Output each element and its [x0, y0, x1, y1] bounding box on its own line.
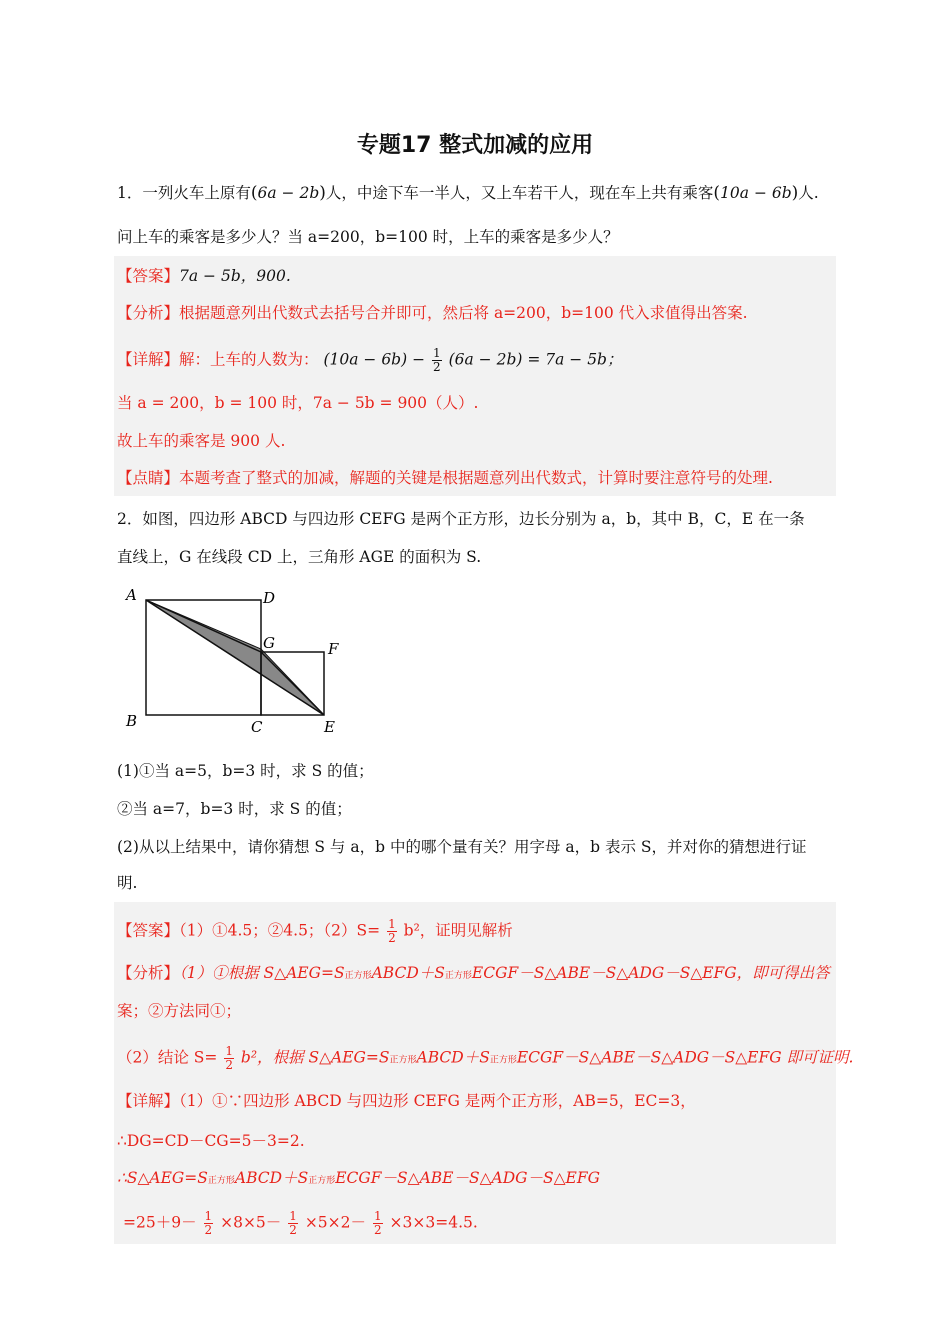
segment-ge: [261, 652, 324, 715]
label-e: E: [324, 718, 335, 736]
q2-part2a: (2)从以上结果中，请你猜想 S 与 a，b 中的哪个量有关？用字母 a，b 表示 S，并对你的猜想进行证: [117, 838, 807, 856]
q1-line1: 1．一列火车上原有(6a − 2b)人，中途下车一半人，又上车若干人，现在车上共有乘客(10a − 6b)人.: [117, 183, 819, 203]
label-f: F: [328, 640, 339, 658]
label-a: A: [126, 586, 137, 604]
fraction-half: $\frac{1}{2}$: [433, 346, 441, 374]
a2-answer: 【答案】（1）①4.5；②4.5；（2）S= $\frac{1}{2}$ b²，证明见解析: [117, 917, 513, 945]
label-g: G: [263, 634, 275, 652]
q2-part1a: (1)①当 a=5，b=3 时，求 S 的值；: [117, 762, 374, 780]
a1-analysis: 【分析】根据题意列出代数式去括号合并即可，然后将 a=200，b=100 代入求值得出答案.: [117, 304, 748, 322]
fraction-half: $\frac{1}{2}$: [373, 1209, 382, 1237]
fraction-half: $\frac{1}{2}$: [204, 1209, 213, 1237]
fraction-half: $\frac{1}{2}$: [388, 917, 396, 945]
a1-answer: 【答案】7a − 5b，900.: [117, 267, 291, 285]
a2-detail-3: ∴S△AEG=S正方形ABCD＋S正方形ECGF－S△ABE－S△ADG－S△EFG: [117, 1169, 600, 1187]
q1-expr1: 6a − 2b: [257, 184, 320, 202]
a2-analysis-line2: 案；②方法同①；: [117, 1002, 242, 1020]
q1-line2: 问上车的乘客是多少人？当 a=200，b=100 时，上车的乘客是多少人？: [117, 228, 619, 246]
a2-analysis: 【分析】（1）①根据 S△AEG=S正方形ABCD＋S正方形ECGF－S△ABE－S△ADG－S△EFG，即可得出答: [117, 964, 830, 982]
fraction-half: $\frac{1}{2}$: [289, 1209, 297, 1237]
squares-diagram: [120, 584, 360, 744]
a2-detail-1: 【详解】（1）①∵四边形 ABCD 与四边形 CEFG 是两个正方形，AB=5，EC=3，: [117, 1092, 696, 1110]
q2-line1: 2．如图，四边形 ABCD 与四边形 CEFG 是两个正方形，边长分别为 a，b，其中 B，C，E 在一条: [117, 510, 805, 528]
a1-comment: 【点睛】本题考查了整式的加减，解题的关键是根据题意列出代数式，计算时要注意符号的处理.: [117, 469, 773, 487]
a2-conclusion: （2）结论 S= $\frac{1}{2}$ b²，根据 S△AEG=S正方形ABCD＋S正方形ECGF－S△ABE－S△ADG－S△EFG 即可证明.: [117, 1044, 854, 1072]
label-c: C: [251, 718, 263, 736]
a1-detail: 【详解】解：上车的人数为： (10a − 6b) − $\frac{1}{2}$ (6a − 2b) = 7a − 5b；: [117, 346, 623, 374]
q2-part2b: 明.: [117, 874, 138, 892]
q2-part1b: ②当 a=7，b=3 时，求 S 的值；: [117, 800, 352, 818]
label-d: D: [263, 589, 276, 607]
answer-box-2: [114, 902, 836, 1244]
a1-calc: 当 a = 200，b = 100 时，7a − 5b = 900（人）.: [117, 394, 479, 412]
segment-ae: [146, 600, 324, 715]
geometry-figure: [120, 584, 360, 748]
q1-expr2: 10a − 6b: [720, 184, 792, 202]
a2-detail-2: ∴DG=CD－CG=5－3=2.: [117, 1132, 305, 1150]
answer-box-1: [114, 256, 836, 496]
fraction-half: $\frac{1}{2}$: [225, 1044, 233, 1072]
label-b: B: [126, 712, 138, 730]
segment-ag: [146, 600, 261, 652]
page-title: 专题17 整式加减的应用: [356, 133, 594, 158]
q2-line2: 直线上，G 在线段 CD 上，三角形 AGE 的面积为 S.: [117, 548, 482, 566]
a2-calc: =25＋9－ $\frac{1}{2}$ ×8×5－ $\frac{1}{2}$ ×5×2－ $\frac{1}{2}$ ×3×3=4.5.: [123, 1209, 478, 1237]
a1-conclusion: 故上车的乘客是 900 人.: [117, 432, 286, 450]
